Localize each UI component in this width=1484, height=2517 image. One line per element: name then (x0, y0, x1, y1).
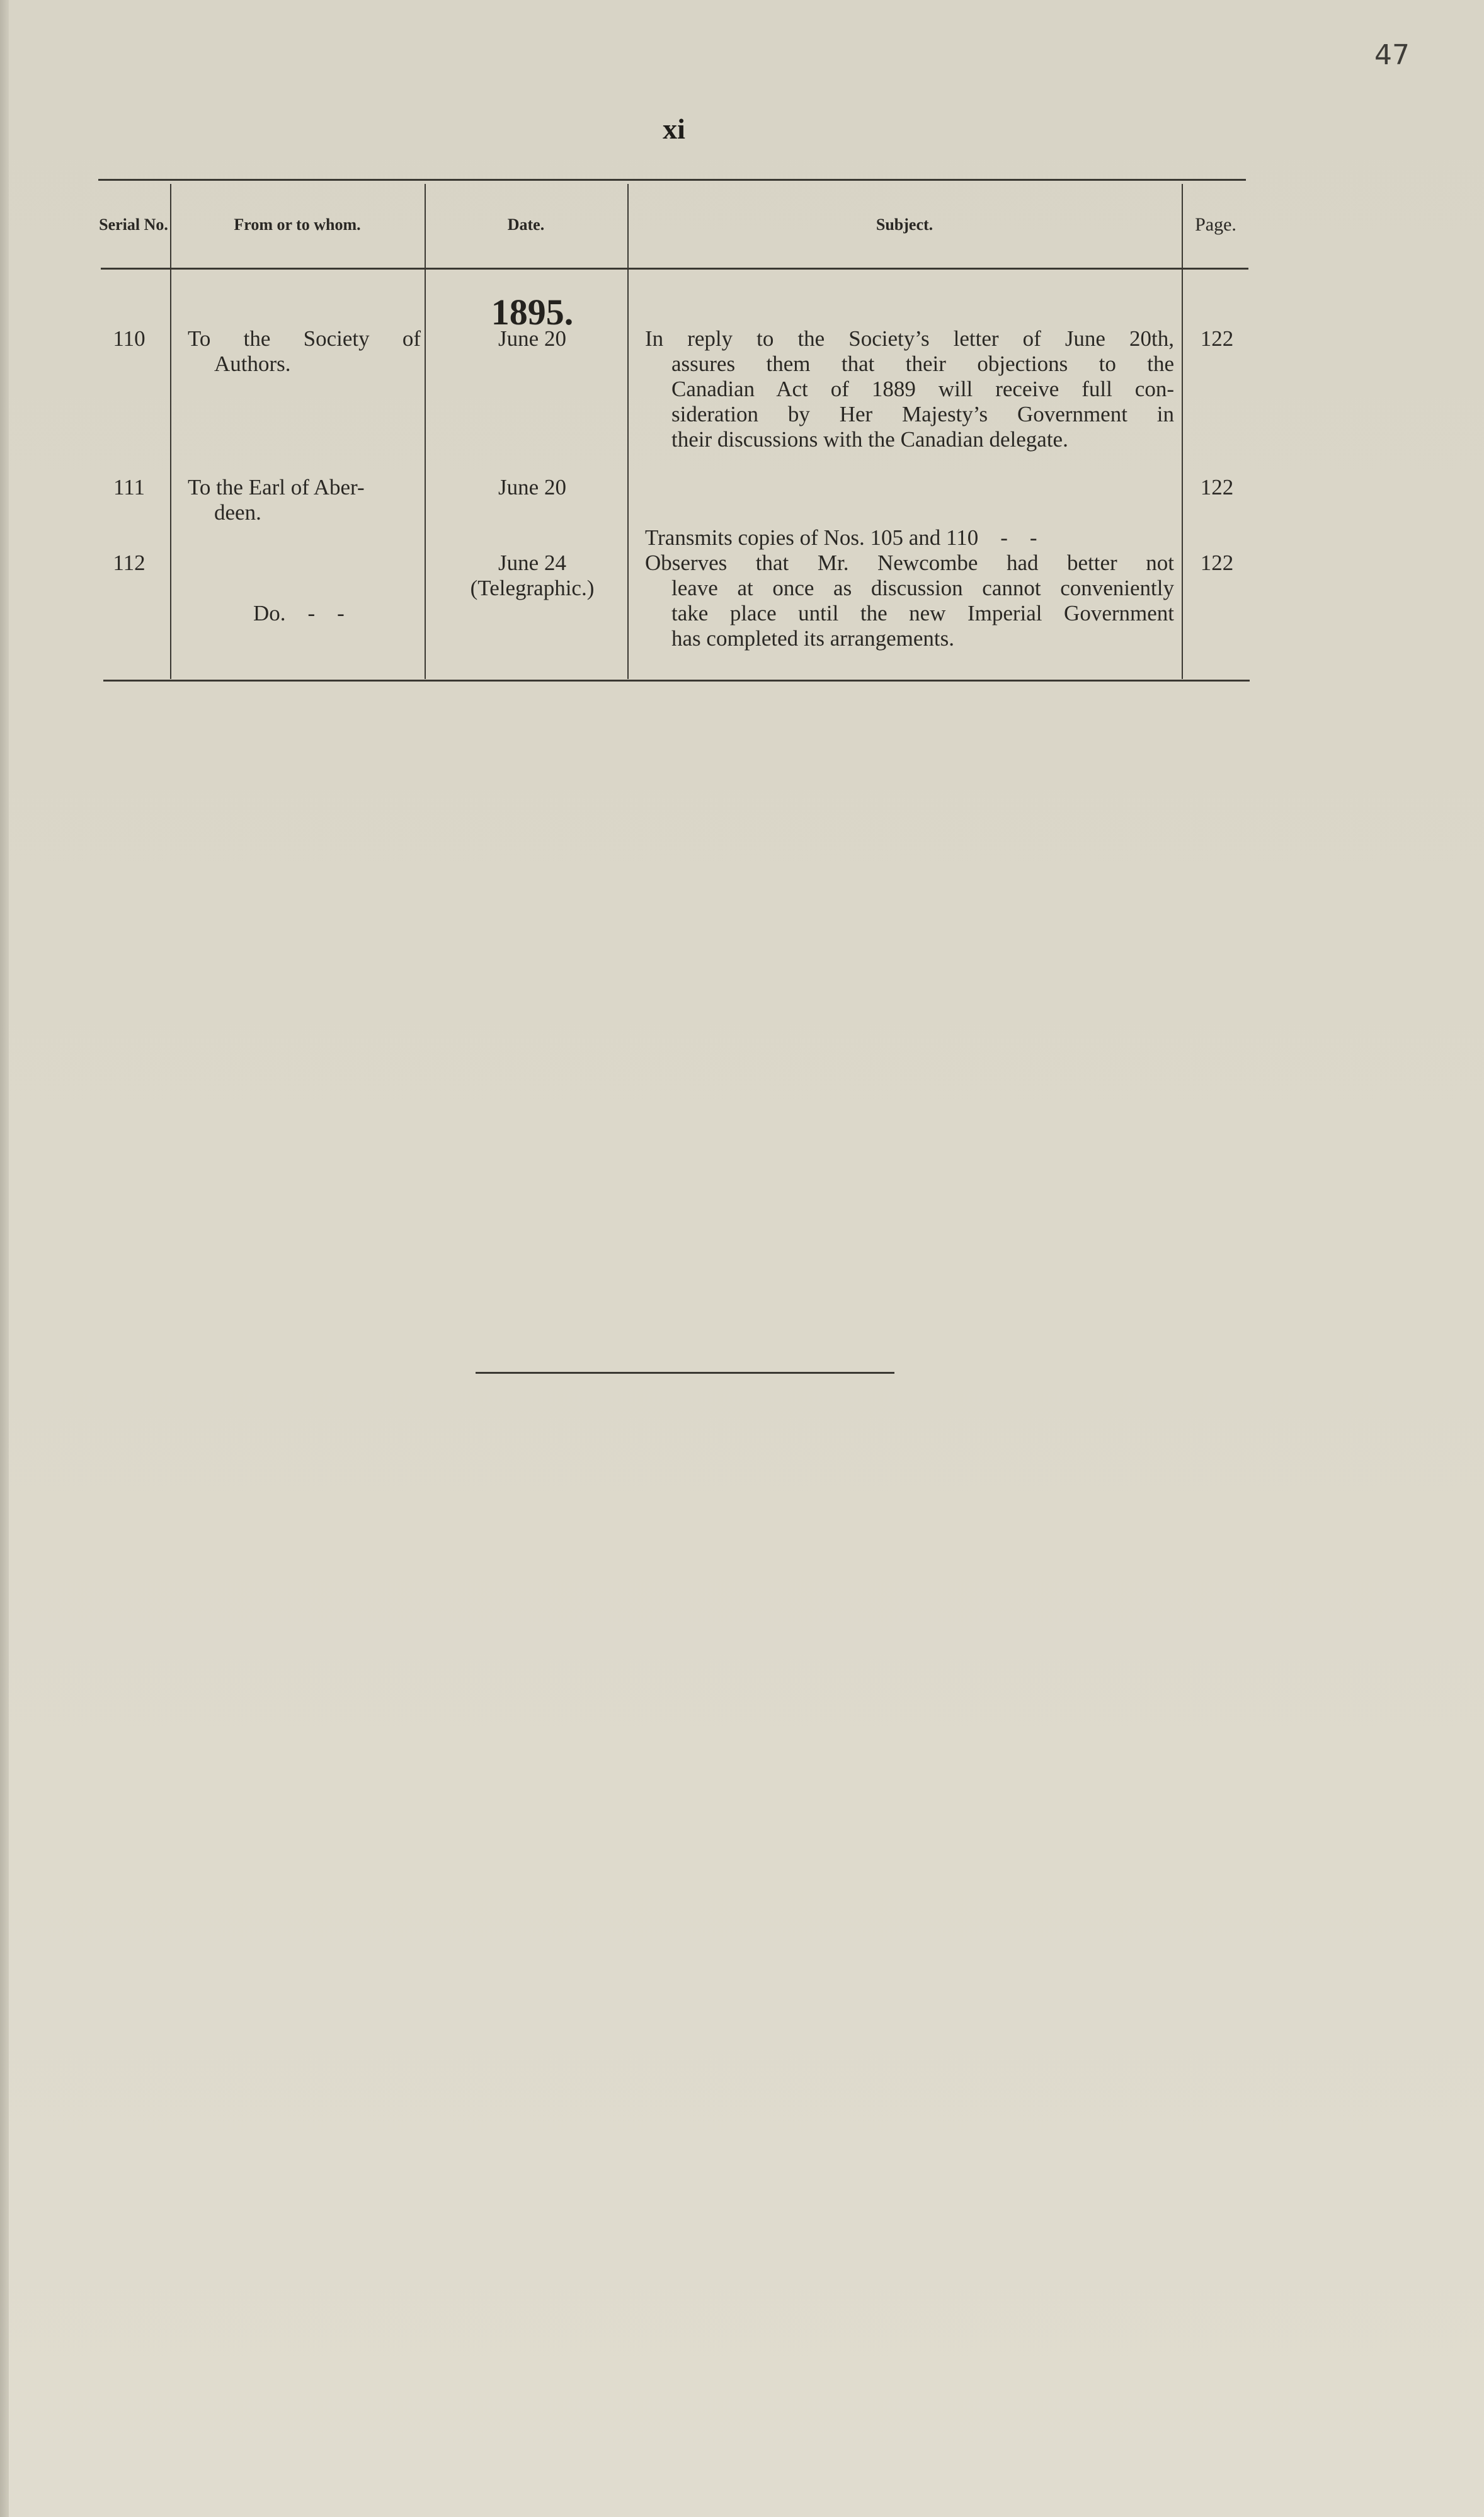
serial-number: 110 (113, 326, 146, 351)
header-serial-no: Serial No. (99, 215, 168, 234)
page-reference: 122 (1200, 551, 1234, 575)
header-date: Date. (507, 215, 545, 234)
scan-edge (0, 0, 9, 2517)
roman-page-number: xi (663, 113, 685, 145)
subject-line: has completed its arrangements. (671, 626, 955, 651)
correspondent (188, 551, 421, 651)
correspondent-line: Do. - - (253, 601, 345, 625)
year-heading: 1895. (491, 292, 574, 333)
table-top-rule (98, 179, 1246, 181)
subject-summary (645, 326, 1174, 452)
date-line: June 24 (498, 551, 566, 575)
letter-date: June 20 (498, 326, 566, 351)
header-from-or-to-whom: From or to whom. (234, 215, 361, 234)
serial-number: 112 (113, 551, 146, 575)
subject-line: assures them that their objections to the (671, 351, 1174, 376)
correspondent-line: To the Society of (188, 326, 421, 351)
page-reference: 122 (1200, 326, 1234, 351)
section-end-rule (476, 1372, 894, 1374)
subject-line: their discussions with the Canadian delegate. (671, 427, 1068, 452)
subject-line: Observes that Mr. Newcombe had better not (645, 551, 1174, 575)
date-line: (Telegraphic.) (470, 576, 595, 600)
subject-line: leave at once as discussion cannot conveniently (671, 576, 1174, 600)
table-bottom-rule (103, 680, 1250, 682)
subject-summary (645, 551, 1174, 651)
correspondent-line: deen. (214, 500, 261, 525)
correspondent (188, 326, 421, 377)
correspondent-line: Authors. (214, 351, 291, 376)
correspondent (188, 475, 421, 525)
header-subject: Subject. (876, 215, 933, 234)
subject-line: In reply to the Society’s letter of June 20th, (645, 326, 1174, 351)
table-header-rule (101, 268, 1248, 270)
subject-line: take place until the new Imperial Government (671, 601, 1174, 625)
subject-line: Transmits copies of Nos. 105 and 110 - - (645, 525, 1037, 550)
subject-line: sideration by Her Majesty’s Government in (671, 402, 1174, 426)
letter-date: June 20 (498, 475, 566, 499)
header-page: Page. (1195, 214, 1236, 235)
page-number: 47 (1374, 39, 1410, 71)
subject-line: Canadian Act of 1889 will receive full con- (671, 377, 1174, 401)
page-reference: 122 (1200, 475, 1234, 499)
letter-date (441, 551, 624, 601)
correspondent-line: To the Earl of Aber- (188, 475, 365, 499)
serial-number: 111 (113, 475, 145, 499)
